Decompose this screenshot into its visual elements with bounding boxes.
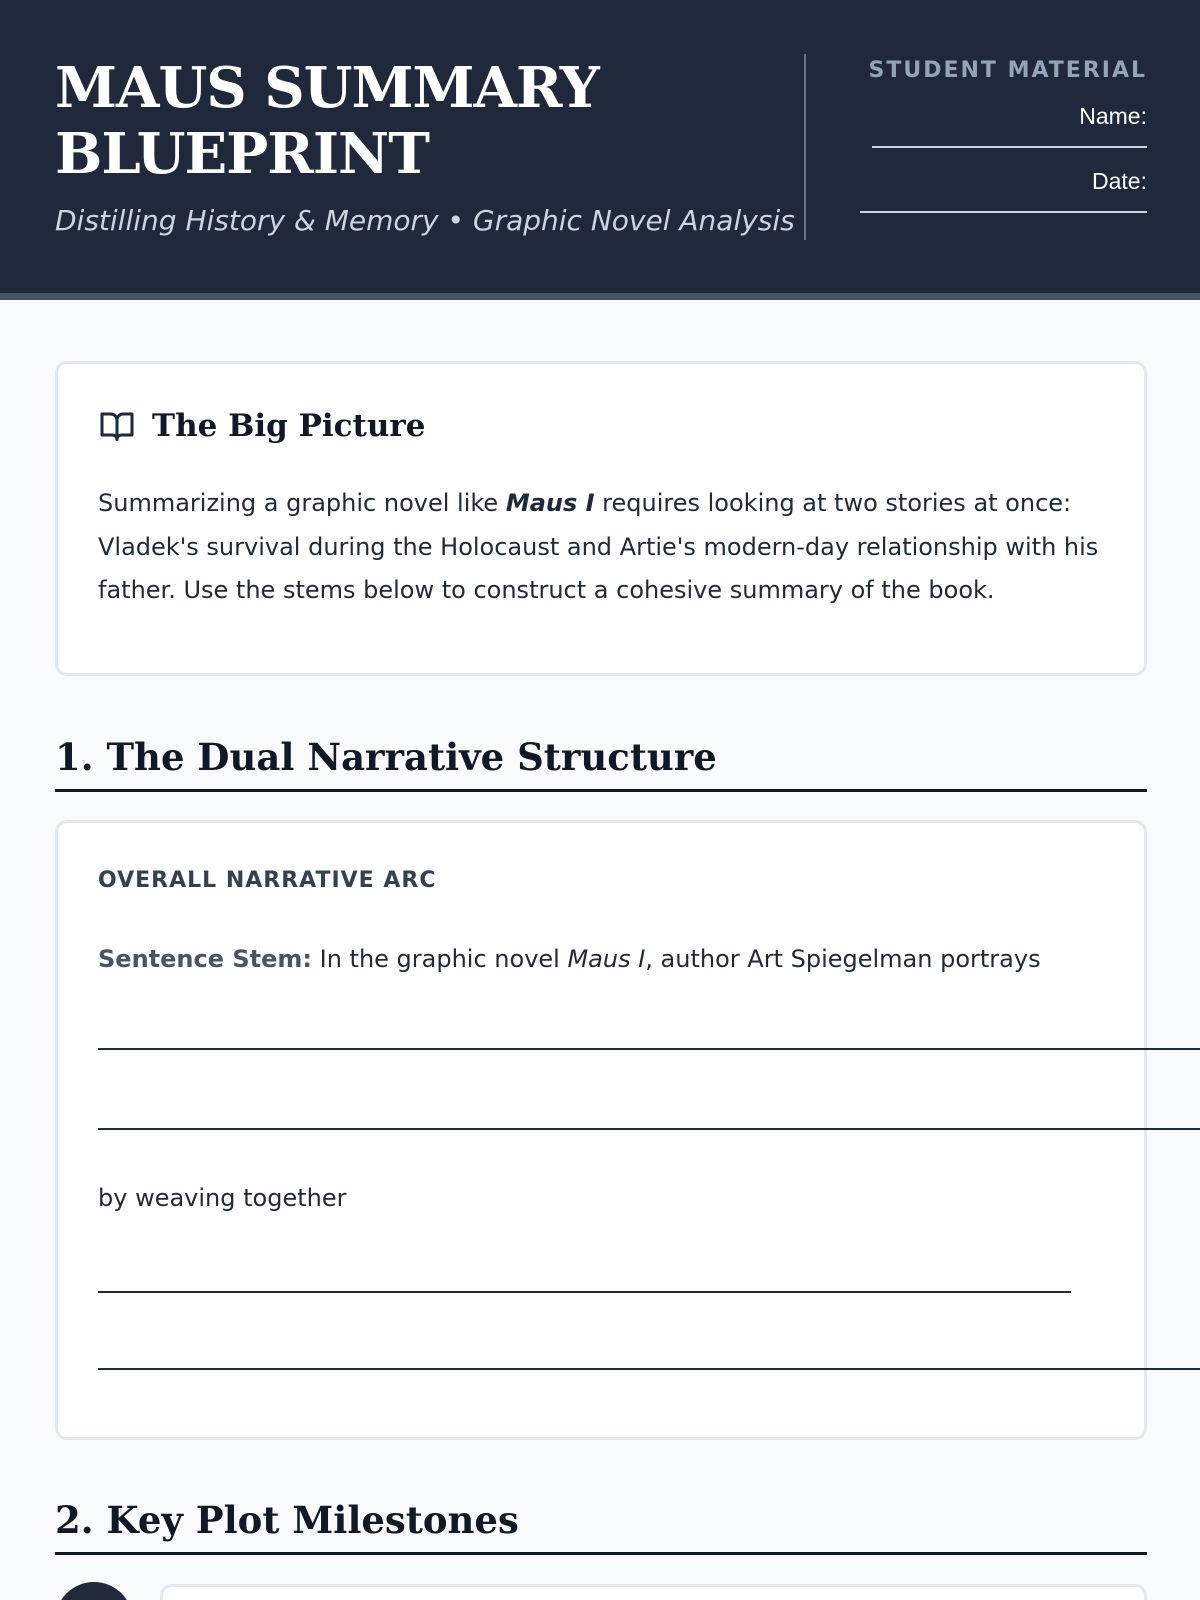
writing-line[interactable]	[98, 1128, 1200, 1130]
date-label: Date:	[1092, 168, 1147, 194]
student-meta	[827, 58, 1147, 213]
name-label: Name:	[1079, 103, 1147, 129]
writing-line[interactable]	[98, 1368, 1200, 1370]
book-title: Maus I	[505, 489, 595, 517]
milestone-card	[160, 1584, 1147, 1600]
section-title-plot-milestones: 2. Key Plot Milestones	[55, 1498, 1147, 1555]
name-field[interactable]	[872, 146, 1147, 148]
date-field[interactable]	[860, 211, 1147, 213]
big-picture-title: The Big Picture	[152, 408, 426, 444]
stem-book-title: Maus I	[567, 945, 646, 973]
writing-line[interactable]	[98, 1048, 1200, 1050]
sentence-stem-label: Sentence Stem:	[98, 945, 312, 973]
book-open-icon	[98, 408, 136, 444]
narrative-arc-card	[55, 820, 1147, 1440]
continuation-text: by weaving together	[98, 1184, 347, 1212]
student-material-label: STUDENT MATERIAL	[868, 58, 1147, 83]
page-header	[0, 0, 1200, 300]
header-divider	[804, 54, 806, 240]
narrative-arc-label: OVERALL NARRATIVE ARC	[98, 868, 437, 893]
section-title-dual-narrative: 1. The Dual Narrative Structure	[55, 735, 1147, 792]
writing-line[interactable]	[98, 1291, 1071, 1293]
page-title: MAUS SUMMARY BLUEPRINT	[55, 55, 599, 187]
milestone-marker	[55, 1582, 133, 1600]
page-subtitle: Distilling History & Memory • Graphic Novel Analysis	[55, 204, 795, 237]
big-picture-text: Summarizing a graphic novel like Maus I requires looking at two stories at once: Vladek's survival during the Holocaust and Artie's modern-day relationship with his father. Use the stems below to construct a cohesive summary of the book.	[98, 489, 1099, 604]
big-picture-heading	[98, 408, 425, 444]
sentence-stem: Sentence Stem: In the graphic novel Maus I, author Art Spiegelman portrays	[98, 945, 1041, 973]
big-picture-card	[55, 361, 1147, 676]
